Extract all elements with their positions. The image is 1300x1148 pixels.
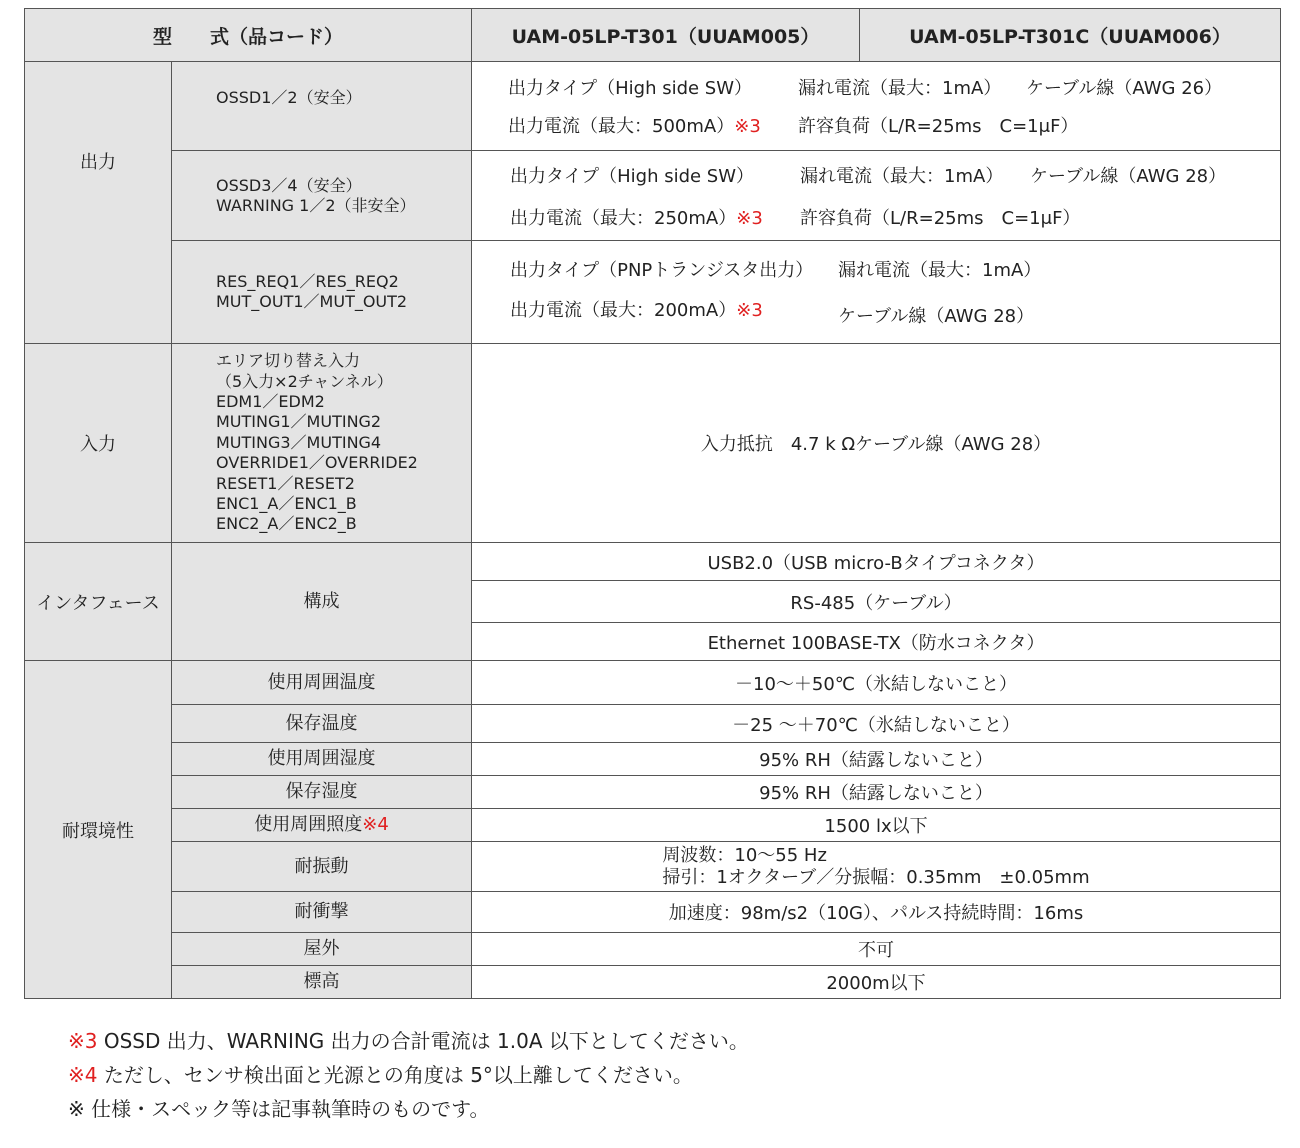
output-row-2 <box>25 151 1281 241</box>
footnote-text: 仕様・スペック等は記事執筆時のものです。 <box>84 1097 490 1121</box>
note-mark: ※3 <box>734 116 761 137</box>
env-label: 耐振動 <box>172 842 472 892</box>
output-row-2-label-line-1: OSSD3／4（安全） <box>216 175 362 195</box>
env-value: －10～＋50℃（氷結しないこと） <box>472 661 1281 705</box>
footnote <box>68 1024 749 1058</box>
env-value <box>472 842 1281 892</box>
model-b: UAM-05LP-T301C（UUAM006） <box>909 25 1231 48</box>
env-row <box>25 705 1281 743</box>
output-row-3-value <box>472 241 1281 344</box>
output-row-3 <box>25 241 1281 344</box>
output-1-cable: ケーブル線（AWG 26） <box>1026 78 1223 99</box>
input-row <box>25 344 1281 543</box>
env-value: －25 ～＋70℃（氷結しないこと） <box>472 705 1281 743</box>
env-row <box>25 892 1281 933</box>
interface-rs485: RS-485（ケーブル） <box>472 581 1281 623</box>
output-3-cable: ケーブル線（AWG 28） <box>838 306 1035 327</box>
vibration-line-2: 掃引：1オクターブ／分振幅：0.35mm ±0.05mm <box>662 866 1090 888</box>
env-row-vibration <box>25 842 1281 892</box>
vibration-line-1: 周波数：10～55 Hz <box>662 844 827 866</box>
output-group-text: 出力 <box>80 152 116 173</box>
env-label-text: 使用周囲照度 <box>254 814 363 835</box>
input-group-text: 入力 <box>80 434 116 455</box>
env-label: 保存温度 <box>172 705 472 743</box>
interface-row-1 <box>25 543 1281 581</box>
interface-ethernet: Ethernet 100BASE-TX（防水コネクタ） <box>472 623 1281 661</box>
footnote-mark: ※ <box>68 1097 85 1121</box>
env-row <box>25 809 1281 842</box>
header-row <box>25 9 1281 62</box>
env-row <box>25 933 1281 966</box>
output-2-current: 出力電流（最大：250mA）※3 <box>510 207 763 229</box>
env-label: 保存湿度 <box>172 776 472 809</box>
model-a: UAM-05LP-T301（UUAM005） <box>511 25 820 48</box>
env-row <box>25 966 1281 999</box>
output-2-cable: ケーブル線（AWG 28） <box>1030 165 1227 187</box>
output-row-2-label-line-2: WARNING 1／2（非安全） <box>216 195 416 215</box>
output-row-2-label <box>172 151 472 241</box>
footnote-mark: ※4 <box>68 1063 98 1087</box>
output-row-1-grid <box>472 74 1280 138</box>
output-1-leak: 漏れ電流（最大：1mA） <box>798 78 1002 99</box>
input-label <box>172 344 472 543</box>
output-2-leak: 漏れ電流（最大：1mA） <box>800 165 1004 187</box>
input-label-line: エリア切り替え入力 <box>216 351 361 371</box>
input-label-line: ENC1_A／ENC1_B <box>216 494 357 514</box>
footnote <box>68 1092 749 1126</box>
note-mark: ※3 <box>736 207 763 229</box>
note-mark: ※3 <box>736 300 763 321</box>
output-1-load: 許容負荷（L/R=25ms C=1μF） <box>798 116 1079 137</box>
input-label-line: MUTING1／MUTING2 <box>216 412 382 432</box>
interface-group-text: インタフェース <box>36 592 160 614</box>
output-row-1-label <box>172 62 472 151</box>
model-b-cell <box>860 9 1281 62</box>
footnote <box>68 1058 749 1092</box>
env-value: 1500 lx以下 <box>472 809 1281 842</box>
env-value: 加速度：98m/s2（10G）、パルス持続時間：16ms <box>472 892 1281 933</box>
env-value: 95% RH（結露しないこと） <box>472 743 1281 776</box>
output-row-1-label-line: OSSD1／2（安全） <box>216 88 362 107</box>
env-value: 不可 <box>472 933 1281 966</box>
interface-sub-label: 構成 <box>172 543 472 661</box>
env-value: 2000m以下 <box>472 966 1281 999</box>
env-label: 屋外 <box>172 933 472 966</box>
input-label-line: ENC2_A／ENC2_B <box>216 514 357 534</box>
env-label: 使用周囲温度 <box>172 661 472 705</box>
note-mark: ※4 <box>362 814 389 835</box>
interface-usb: USB2.0（USB micro-Bタイプコネクタ） <box>472 543 1281 581</box>
env-label <box>172 809 472 842</box>
env-label: 耐衝撃 <box>172 892 472 933</box>
output-row-2-grid <box>472 162 1280 230</box>
input-label-line: RESET1／RESET2 <box>216 473 355 493</box>
env-row <box>25 661 1281 705</box>
input-group-label <box>25 344 172 543</box>
input-label-line: EDM1／EDM2 <box>216 391 325 411</box>
input-label-line: （5入力×2チャンネル） <box>216 371 393 391</box>
output-row-1 <box>25 62 1281 151</box>
model-a-cell <box>472 9 860 62</box>
env-label: 標高 <box>172 966 472 999</box>
spec-table <box>24 8 1281 999</box>
footnote-mark: ※3 <box>68 1029 98 1053</box>
env-group-label <box>25 661 172 999</box>
footnote-text: OSSD 出力、WARNING 出力の合計電流は 1.0A 以下としてください。 <box>97 1029 749 1053</box>
model-label-cell <box>25 9 472 62</box>
footnotes <box>68 1024 749 1126</box>
output-3-type: 出力タイプ（PNPトランジスタ出力） <box>510 260 814 281</box>
output-3-current: 出力電流（最大：200mA）※3 <box>510 300 763 321</box>
input-label-line: OVERRIDE1／OVERRIDE2 <box>216 453 418 473</box>
model-label: 型 式（品コード） <box>153 25 344 48</box>
env-value: 95% RH（結露しないこと） <box>472 776 1281 809</box>
env-row <box>25 776 1281 809</box>
output-row-3-label <box>172 241 472 344</box>
output-row-1-value <box>472 62 1281 151</box>
env-row <box>25 743 1281 776</box>
vibration-block <box>662 845 1089 889</box>
input-label-line: MUTING3／MUTING4 <box>216 432 382 452</box>
output-3-leak: 漏れ電流（最大：1mA） <box>838 260 1042 281</box>
output-1-type: 出力タイプ（High side SW） <box>508 78 753 99</box>
interface-group-label <box>25 543 172 661</box>
output-row-3-grid <box>472 256 1280 328</box>
env-group-text: 耐環境性 <box>62 820 134 842</box>
input-value: 入力抵抗 4.7 k Ωケーブル線（AWG 28） <box>472 344 1281 543</box>
output-group-label <box>25 62 172 344</box>
output-2-type: 出力タイプ（High side SW） <box>510 165 755 187</box>
footnote-text: ただし、センサ検出面と光源との角度は 5°以上離してください。 <box>97 1063 693 1087</box>
env-label: 使用周囲湿度 <box>172 743 472 776</box>
output-row-2-value <box>472 151 1281 241</box>
output-row-3-label-line-1: RES_REQ1／RES_REQ2 <box>216 272 399 291</box>
output-2-load: 許容負荷（L/R=25ms C=1μF） <box>800 207 1081 229</box>
output-row-3-label-line-2: MUT_OUT1／MUT_OUT2 <box>216 292 408 311</box>
output-1-current: 出力電流（最大：500mA）※3 <box>508 116 761 137</box>
